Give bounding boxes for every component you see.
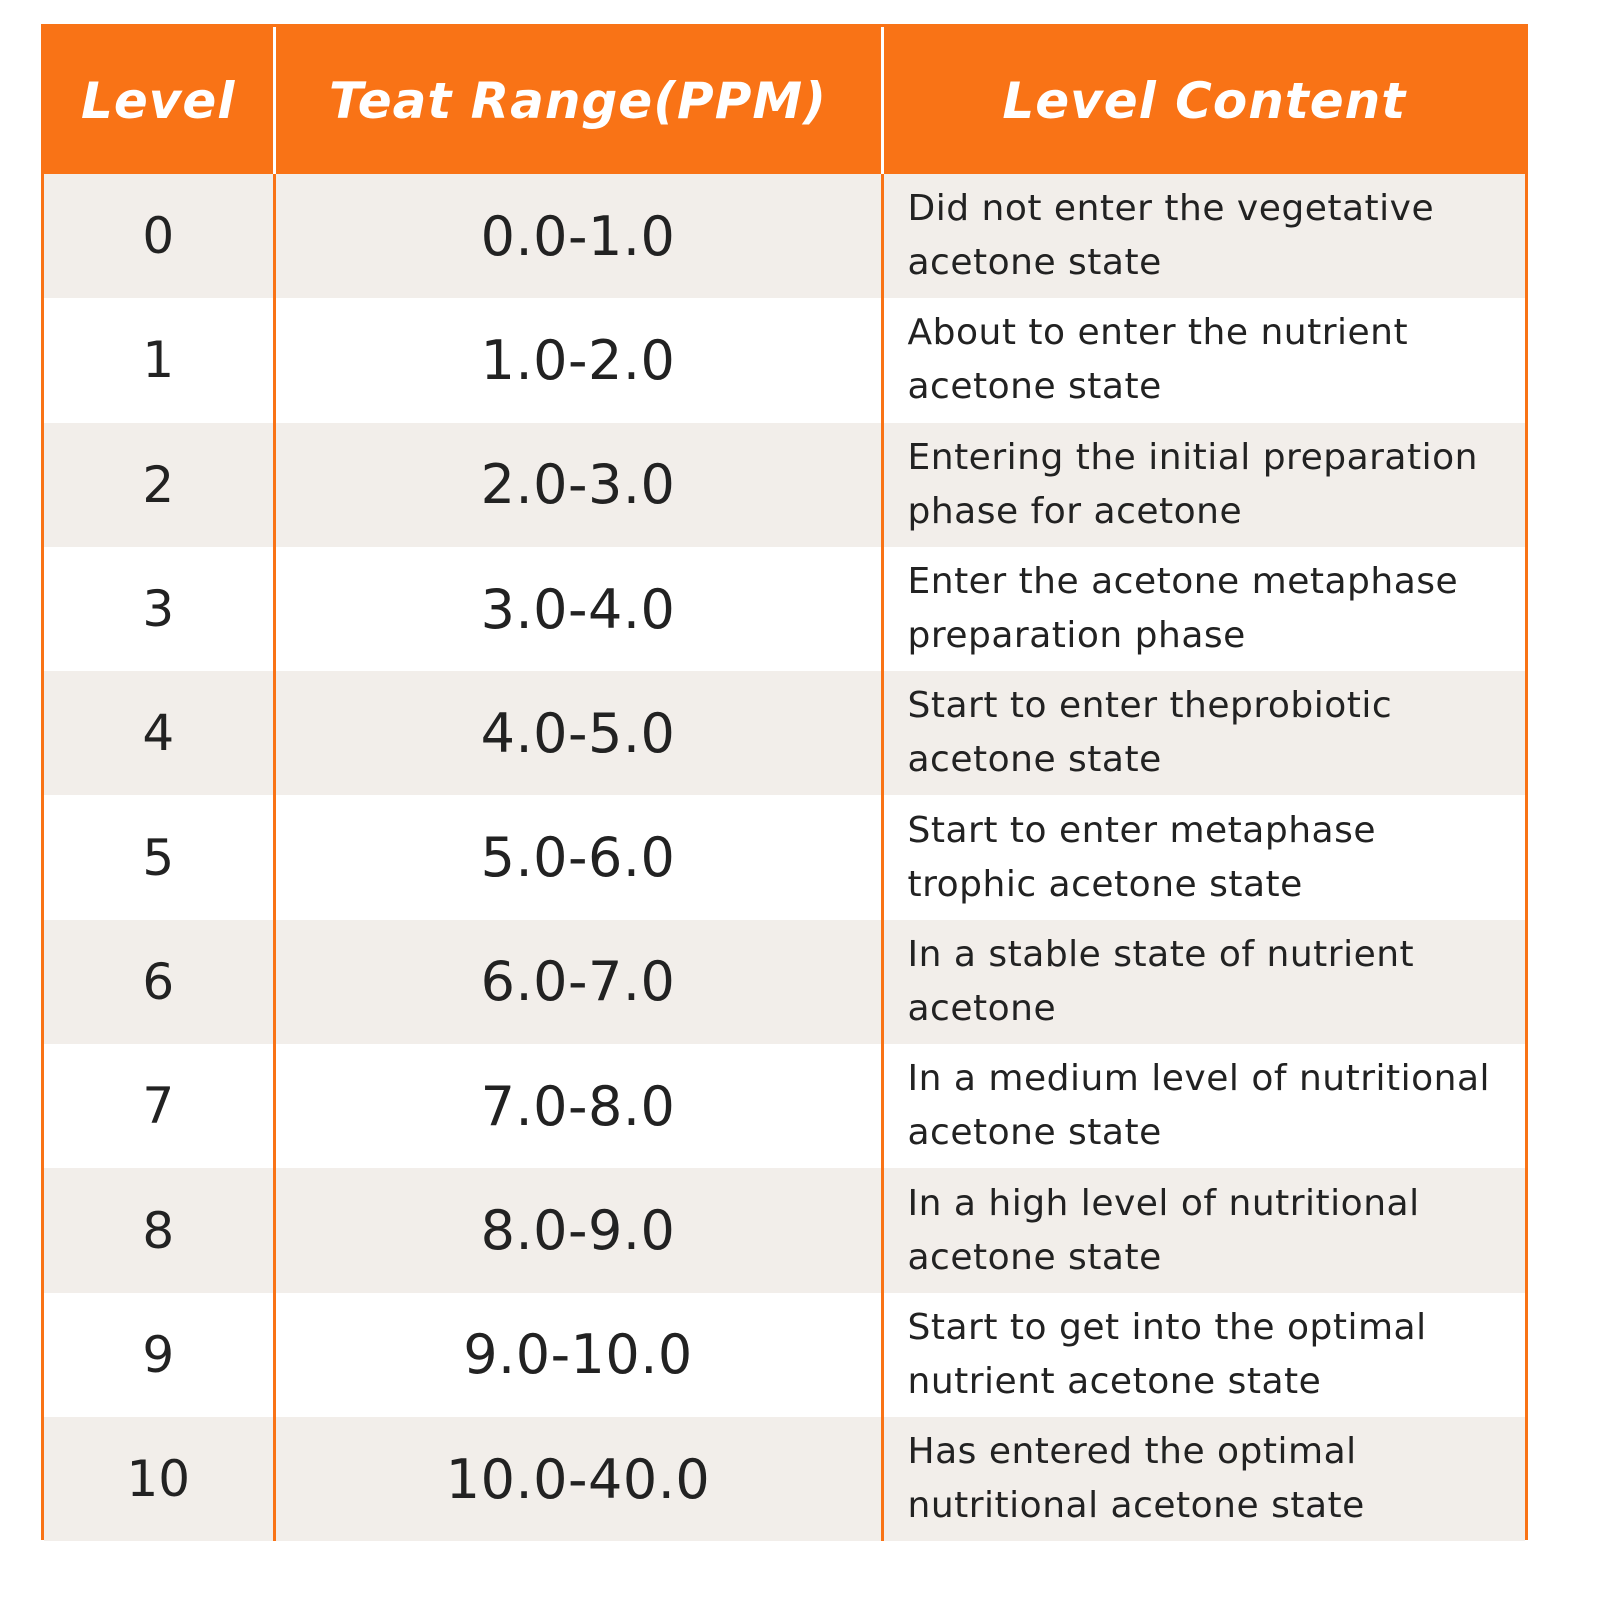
cell-level: 7 — [44, 1044, 274, 1168]
cell-content: Did not enter the vegetative acetone state — [882, 174, 1525, 298]
header-level: Level — [44, 27, 274, 174]
table-row — [44, 920, 1525, 1044]
table-body — [44, 174, 1525, 1541]
cell-level: 5 — [44, 795, 274, 919]
cell-level: 9 — [44, 1293, 274, 1417]
cell-range: 10.0-40.0 — [274, 1417, 882, 1541]
cell-content: Start to enter theprobiotic acetone state — [882, 671, 1525, 795]
cell-range: 5.0-6.0 — [274, 795, 882, 919]
header-range: Teat Range(PPM) — [274, 27, 882, 174]
cell-content: Start to get into the optimal nutrient acetone state — [882, 1293, 1525, 1417]
table-row — [44, 1044, 1525, 1168]
acetone-level-table-frame — [41, 24, 1528, 1540]
cell-level: 3 — [44, 547, 274, 671]
table-row — [44, 174, 1525, 298]
cell-range: 8.0-9.0 — [274, 1168, 882, 1292]
header-row — [44, 27, 1525, 174]
cell-level: 8 — [44, 1168, 274, 1292]
cell-content: In a high level of nutritional acetone state — [882, 1168, 1525, 1292]
cell-range: 3.0-4.0 — [274, 547, 882, 671]
header-content: Level Content — [882, 27, 1525, 174]
cell-level: 1 — [44, 298, 274, 422]
table-row — [44, 547, 1525, 671]
cell-content: In a medium level of nutritional acetone state — [882, 1044, 1525, 1168]
cell-content: Start to enter metaphase trophic acetone state — [882, 795, 1525, 919]
table-row — [44, 1417, 1525, 1541]
cell-level: 10 — [44, 1417, 274, 1541]
cell-level: 6 — [44, 920, 274, 1044]
cell-range: 9.0-10.0 — [274, 1293, 882, 1417]
table-row — [44, 671, 1525, 795]
cell-content: Has entered the optimal nutritional acetone state — [882, 1417, 1525, 1541]
cell-range: 6.0-7.0 — [274, 920, 882, 1044]
cell-range: 0.0-1.0 — [274, 174, 882, 298]
table-row — [44, 1168, 1525, 1292]
cell-content: In a stable state of nutrient acetone — [882, 920, 1525, 1044]
cell-level: 2 — [44, 423, 274, 547]
table-header — [44, 27, 1525, 174]
cell-content: Enter the acetone metaphase preparation phase — [882, 547, 1525, 671]
table-row — [44, 423, 1525, 547]
cell-content: Entering the initial preparation phase for acetone — [882, 423, 1525, 547]
cell-range: 1.0-2.0 — [274, 298, 882, 422]
cell-range: 4.0-5.0 — [274, 671, 882, 795]
cell-level: 0 — [44, 174, 274, 298]
table-row — [44, 298, 1525, 422]
table-row — [44, 1293, 1525, 1417]
cell-level: 4 — [44, 671, 274, 795]
cell-content: About to enter the nutrient acetone state — [882, 298, 1525, 422]
cell-range: 7.0-8.0 — [274, 1044, 882, 1168]
cell-range: 2.0-3.0 — [274, 423, 882, 547]
acetone-level-table — [44, 27, 1525, 1541]
table-row — [44, 795, 1525, 919]
